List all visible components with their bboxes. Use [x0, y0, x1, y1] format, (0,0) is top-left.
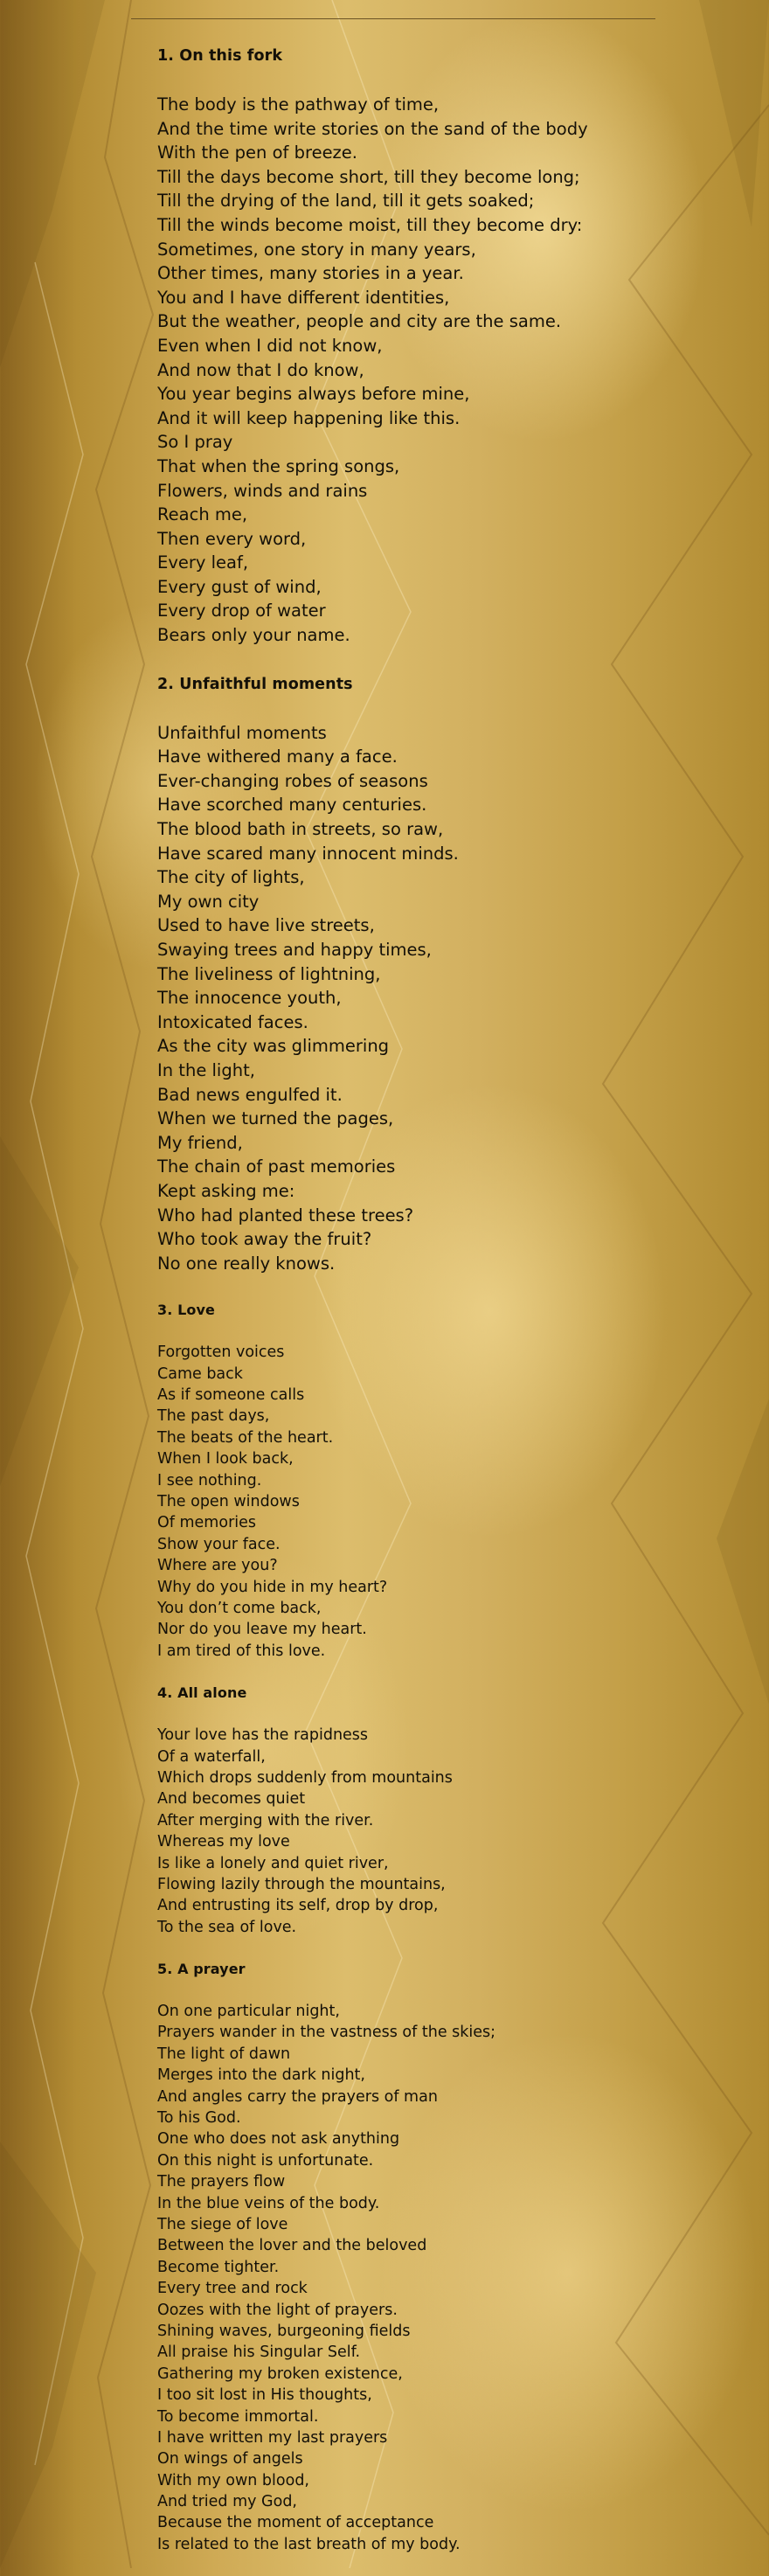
poem-line: Have scared many innocent minds. [157, 843, 459, 864]
poem-line: With the pen of breeze. [157, 142, 357, 163]
poem-title: 1. On this fork [157, 47, 283, 65]
poem-line: After merging with the river. [157, 1811, 374, 1830]
poem-line: Every leaf, [157, 552, 249, 573]
poem-line: That when the spring songs, [157, 455, 400, 476]
poem-title: 3. Love [157, 1302, 215, 1319]
poem-line: My friend, [157, 1132, 243, 1153]
poem-line: Intoxicated faces. [157, 1011, 308, 1032]
poem-line: You and I have different identities, [157, 287, 450, 308]
poem-line: Is related to the last breath of my body. [157, 2535, 461, 2553]
poem-line: In the light, [157, 1059, 255, 1080]
poem-line: As the city was glimmering [157, 1036, 390, 1057]
poem-line: Who had planted these trees? [157, 1205, 414, 1226]
poem-line: My own city [157, 891, 260, 912]
poem-line: And entrusting its self, drop by drop, [157, 1897, 439, 1915]
poem-line: Every drop of water [157, 601, 326, 621]
poem-line: Swaying trees and happy times, [157, 940, 432, 960]
poem-line: Bad news engulfed it. [157, 1084, 343, 1105]
poem-line: And the time write stories on the sand of the body [157, 118, 588, 139]
poem-line: All praise his Singular Self. [157, 2343, 361, 2362]
poem-line: And tried my God, [157, 2493, 297, 2511]
poem-line: Of memories [157, 1514, 257, 1532]
poem-line: Gathering my broken existence, [157, 2364, 403, 2383]
poem-line: Become tighter. [157, 2258, 280, 2276]
poem-line: When I look back, [157, 1450, 294, 1469]
poem-line: Why do you hide in my heart? [157, 1578, 388, 1596]
poem-2 [157, 672, 734, 1276]
poem-line: Which drops suddenly from mountains [157, 1768, 453, 1787]
poem-line: The city of lights, [157, 867, 305, 888]
poem-line: Bears only your name. [157, 625, 350, 646]
poem-line: Nor do you leave my heart. [157, 1621, 367, 1639]
poem-line: Till the days become short, till they become long; [157, 166, 580, 187]
poem-line: Came back [157, 1364, 243, 1383]
poem-line: No one really knows. [157, 1253, 336, 1274]
poem-line: The open windows [157, 1493, 300, 1511]
poem-line: The chain of past memories [157, 1156, 396, 1177]
poem-4 [157, 1683, 734, 1938]
poem-line: I am tired of this love. [157, 1642, 326, 1660]
poem-line: Oozes with the light of prayers. [157, 2301, 398, 2319]
poem-line: Whereas my love [157, 1833, 290, 1851]
poem-line: When we turned the pages, [157, 1108, 394, 1129]
poem-line: One who does not ask anything [157, 2130, 400, 2149]
poem-line: Forgotten voices [157, 1344, 285, 1362]
poem-line: Every gust of wind, [157, 576, 322, 597]
poem-title: 5. A prayer [157, 1961, 246, 1978]
poem-line: Have withered many a face. [157, 746, 398, 767]
poem-line: To his God. [157, 2109, 241, 2128]
poem-line: Till the winds become moist, till they become dry: [157, 214, 583, 235]
poem-line: On one particular night, [157, 2003, 340, 2021]
poem-line: Is like a lonely and quiet river, [157, 1854, 389, 1872]
poem-lines [157, 1342, 734, 1662]
poem-lines [157, 2001, 734, 2555]
poem-line: And now that I do know, [157, 359, 364, 380]
poem-line: I have written my last prayers [157, 2428, 388, 2447]
poem-line: Kept asking me: [157, 1180, 295, 1201]
poem-line: Reach me, [157, 504, 248, 525]
poem-line: I too sit lost in His thoughts, [157, 2386, 372, 2405]
poem-line: Of a waterfall, [157, 1747, 266, 1766]
poem-line: The siege of love [157, 2215, 288, 2233]
poem-line: As if someone calls [157, 1386, 305, 1405]
poem-line: Then every word, [157, 528, 307, 549]
poem-5 [157, 1959, 734, 2555]
poem-line: You don’t come back, [157, 1600, 322, 1617]
top-divider [131, 18, 655, 19]
poem-line: Have scorched many centuries. [157, 795, 427, 816]
poem-line: Between the lover and the beloved [157, 2237, 427, 2255]
poem-line: You year begins always before mine, [157, 384, 470, 405]
poem-lines [157, 1725, 734, 1938]
poem-line: Sometimes, one story in many years, [157, 239, 476, 260]
poem-line: But the weather, people and city are the same. [157, 311, 562, 332]
poem-line: The beats of the heart. [157, 1428, 334, 1447]
poem-line: And angles carry the prayers of man [157, 2087, 438, 2106]
poem-line: The body is the pathway of time, [157, 94, 440, 115]
poem-line: And it will keep happening like this. [157, 407, 461, 428]
poem-line: Prayers wander in the vastness of the skies; [157, 2024, 496, 2042]
poem-line: Used to have live streets, [157, 915, 375, 936]
poem-title: 2. Unfaithful moments [157, 675, 353, 693]
poem-line: Flowers, winds and rains [157, 480, 368, 501]
poem-line: So I pray [157, 432, 233, 453]
poem-line: Till the drying of the land, till it gets soaked; [157, 191, 535, 212]
poem-line: With my own blood, [157, 2471, 309, 2489]
poem-collection [157, 44, 734, 2576]
poem-line: Other times, many stories in a year. [157, 263, 464, 284]
poem-lines [157, 721, 734, 1276]
poem-3 [157, 1300, 734, 1662]
poem-line: The light of dawn [157, 2045, 291, 2063]
poem-line: Even when I did not know, [157, 335, 383, 356]
poem-line: To the sea of love. [157, 1918, 297, 1936]
poem-line: The past days, [157, 1407, 270, 1426]
poem-line: To become immortal. [157, 2407, 319, 2426]
poem-line: I see nothing. [157, 1471, 262, 1489]
poem-line: Every tree and rock [157, 2280, 308, 2298]
poem-line: Your love has the rapidness [157, 1726, 369, 1745]
poem-line: On this night is unfortunate. [157, 2151, 374, 2170]
poem-line: The liveliness of lightning, [157, 963, 381, 984]
poem-line: And becomes quiet [157, 1790, 306, 1809]
poem-line: The innocence youth, [157, 988, 342, 1009]
poem-line: In the blue veins of the body. [157, 2194, 380, 2212]
poem-line: Unfaithful moments [157, 722, 327, 743]
poem-line: On wings of angels [157, 2450, 303, 2468]
poem-line: Show your face. [157, 1535, 281, 1553]
poem-line: The blood bath in streets, so raw, [157, 819, 444, 840]
poem-line: Flowing lazily through the mountains, [157, 1875, 446, 1893]
poem-line: Who took away the fruit? [157, 1229, 372, 1250]
poem-line: Because the moment of acceptance [157, 2514, 434, 2532]
poem-lines [157, 93, 734, 648]
poem-line: The prayers flow [157, 2173, 286, 2191]
poem-1 [157, 44, 734, 648]
poem-title: 4. All alone [157, 1684, 247, 1702]
poem-line: Merges into the dark night, [157, 2066, 365, 2085]
poem-line: Ever-changing robes of seasons [157, 770, 428, 791]
poem-line: Where are you? [157, 1557, 278, 1575]
poem-line: Shining waves, burgeoning fields [157, 2322, 411, 2340]
